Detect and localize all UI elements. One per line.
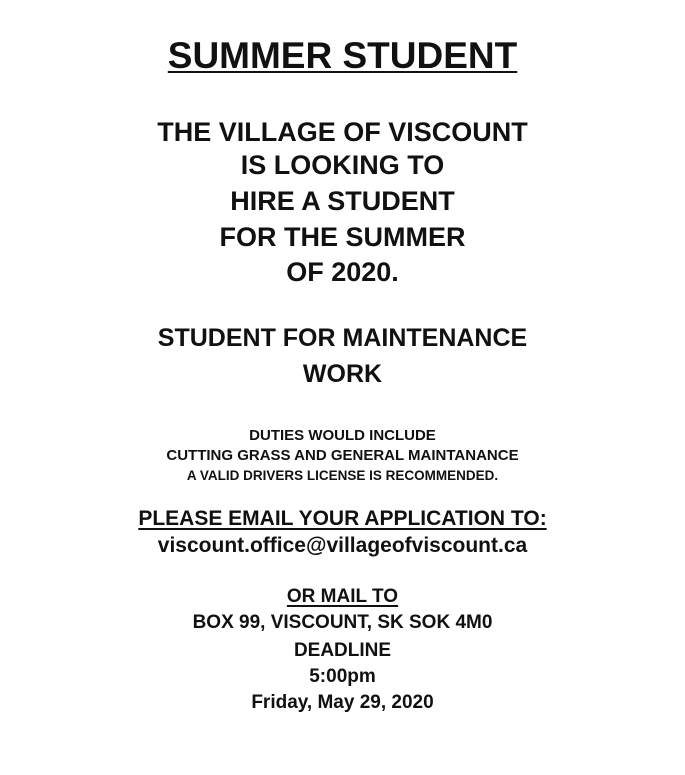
intro-line-4: FOR THE SUMMER [219,222,466,252]
intro-line-5: OF 2020. [286,257,399,287]
deadline-date: Friday, May 29, 2020 [251,692,434,713]
flyer-title: SUMMER STUDENT [167,35,518,76]
mail-heading: OR MAIL TO [286,586,399,607]
duties-line-2: CUTTING GRASS AND GENERAL MAINTANANCE [166,447,519,464]
position-line-2: WORK [302,360,383,388]
deadline-label: DEADLINE [293,640,392,661]
position-line-1: STUDENT FOR MAINTENANCE [157,324,528,352]
deadline-time: 5:00pm [309,666,376,687]
duties-line-1: DUTIES WOULD INCLUDE [249,427,436,444]
email-heading: PLEASE EMAIL YOUR APPLICATION TO: [138,507,547,530]
duties-line-3: A VALID DRIVERS LICENSE IS RECOMMENDED. [186,468,499,483]
intro-line-2: IS LOOKING TO [240,150,445,180]
email-address[interactable]: viscount.office@villageofviscount.ca [157,534,528,557]
intro-line-1: THE VILLAGE OF VISCOUNT [157,117,528,147]
intro-line-3: HIRE A STUDENT [230,186,455,216]
mail-address: BOX 99, VISCOUNT, SK SOK 4M0 [192,612,493,633]
